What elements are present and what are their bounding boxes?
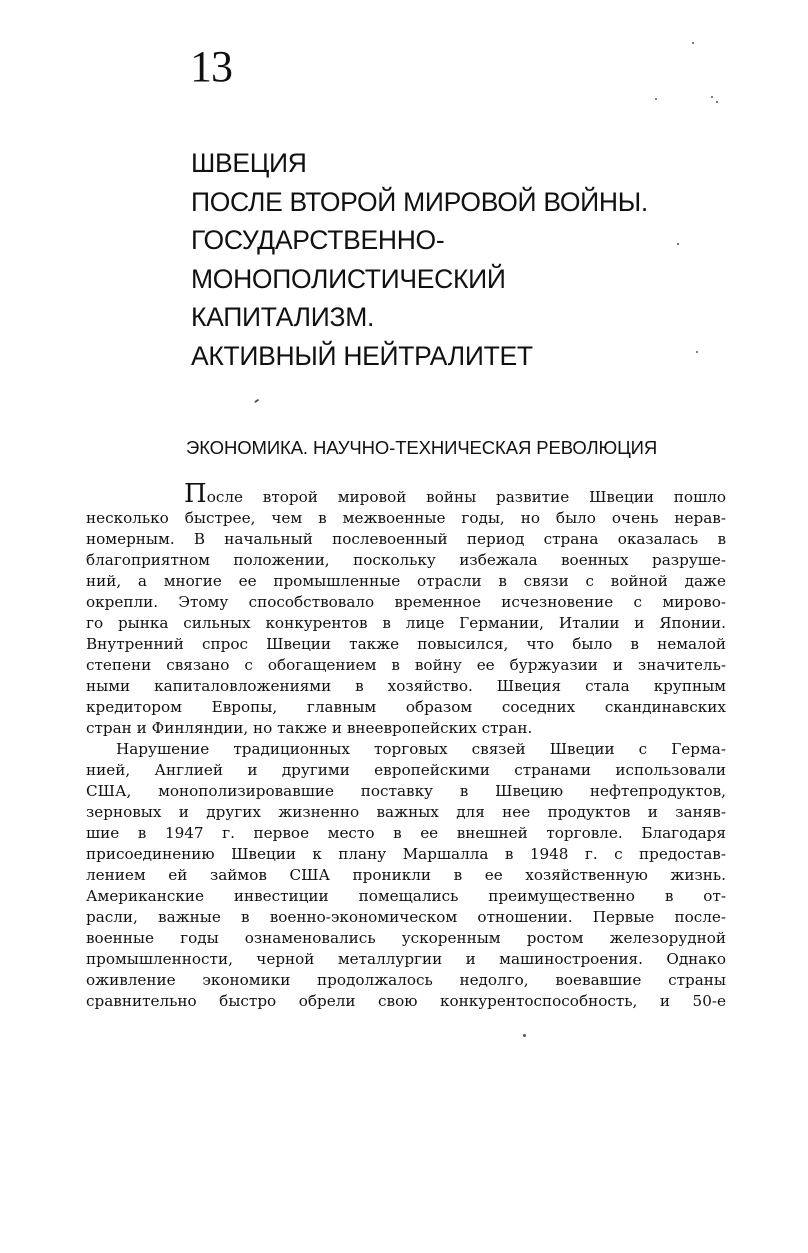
chapter-title-line: АКТИВНЫЙ НЕЙТРАЛИТЕТ [191,340,533,371]
paragraph-line: номерным. В начальный послевоенный период страна оказалась в [86,530,726,548]
paragraph-line: оживление экономики продолжалось недолго, воевавшие страны [86,971,726,989]
paragraph-line: благоприятном положении, поскольку избежала военных разруше- [86,551,726,569]
paragraph-line [86,479,726,509]
chapter-title-line: ГОСУДАРСТВЕННО- [191,225,445,255]
scan-speck [711,96,713,98]
scan-speck [692,42,694,44]
paragraph-line: несколько быстрее, чем в межвоенные годы, но было очень нерав- [86,509,726,527]
paragraph-line: сравнительно быстро обрели свою конкурентоспособность, и 50-е [86,992,726,1010]
paragraph-line: США, монополизировавшие поставку в Швецию нефтепродуктов, [86,782,726,800]
scan-speck [523,1034,526,1037]
scan-speck [696,351,698,353]
paragraph-line: зерновых и других жизненно важных для нее продуктов и заняв- [86,803,726,821]
paragraph-line: стран и Финляндии, но также и внеевропейских стран. [86,719,533,737]
chapter-number: 13 [190,42,232,91]
paragraph-line: окрепли. Этому способствовало временное исчезновение с мирово- [86,593,726,611]
paragraph-line: ний, а многие ее промышленные отрасли в связи с войной даже [86,572,726,590]
paragraph-line-text: осле второй мировой войны развитие Швеции пошло [206,488,726,506]
paragraph-2 [86,739,726,1012]
paragraph-line: Внутренний спрос Швеции также повысился, что было в немалой [86,635,726,653]
scan-speck [254,399,259,403]
paragraph-1 [86,479,726,739]
paragraph-line: степени связано с обогащением в войну ее буржуазии и значитель- [86,656,726,674]
scan-speck [655,98,657,100]
paragraph-line: Нарушение традиционных торговых связей Швеции с Герма- [116,740,726,758]
paragraph-line: ными капиталовложениями в хозяйство. Швеция стала крупным [86,677,726,695]
body-text [86,479,726,1012]
paragraph-line: шие в 1947 г. первое место в ее внешней торговле. Благодаря [86,824,726,842]
drop-cap: П [184,479,207,509]
scan-speck [677,243,679,245]
paragraph-line: Американские инвестиции помещались преимущественно в от- [86,887,726,905]
paragraph-line: военные годы ознаменовались ускоренным ростом железорудной [86,929,726,947]
chapter-title-line: ПОСЛЕ ВТОРОЙ МИРОВОЙ ВОЙНЫ. [191,186,648,217]
paragraph-line: промышленности, черной металлургии и машиностроения. Однако [86,950,726,968]
chapter-title [191,144,711,375]
paragraph-line: расли, важные в военно-экономическом отношении. Первые после- [86,908,726,926]
paragraph-line: го рынка сильных конкурентов в лице Германии, Италии и Японии. [86,614,726,632]
scan-speck [716,101,718,103]
section-heading: ЭКОНОМИКА. НАУЧНО-ТЕХНИЧЕСКАЯ РЕВОЛЮЦИЯ [186,437,658,458]
paragraph-line: кредитором Европы, главным образом соседних скандинавских [86,698,726,716]
paragraph-line: нией, Англией и другими европейскими странами использовали [86,761,726,779]
paragraph-line: присоединению Швеции к плану Маршалла в 1948 г. с предостав- [86,845,726,863]
chapter-title-line: МОНОПОЛИСТИЧЕСКИЙ [191,263,506,294]
paragraph-line: лением ей займов США проникли в ее хозяйственную жизнь. [86,866,726,884]
chapter-title-line: КАПИТАЛИЗМ. [191,302,375,332]
chapter-title-line: ШВЕЦИЯ [191,148,307,178]
